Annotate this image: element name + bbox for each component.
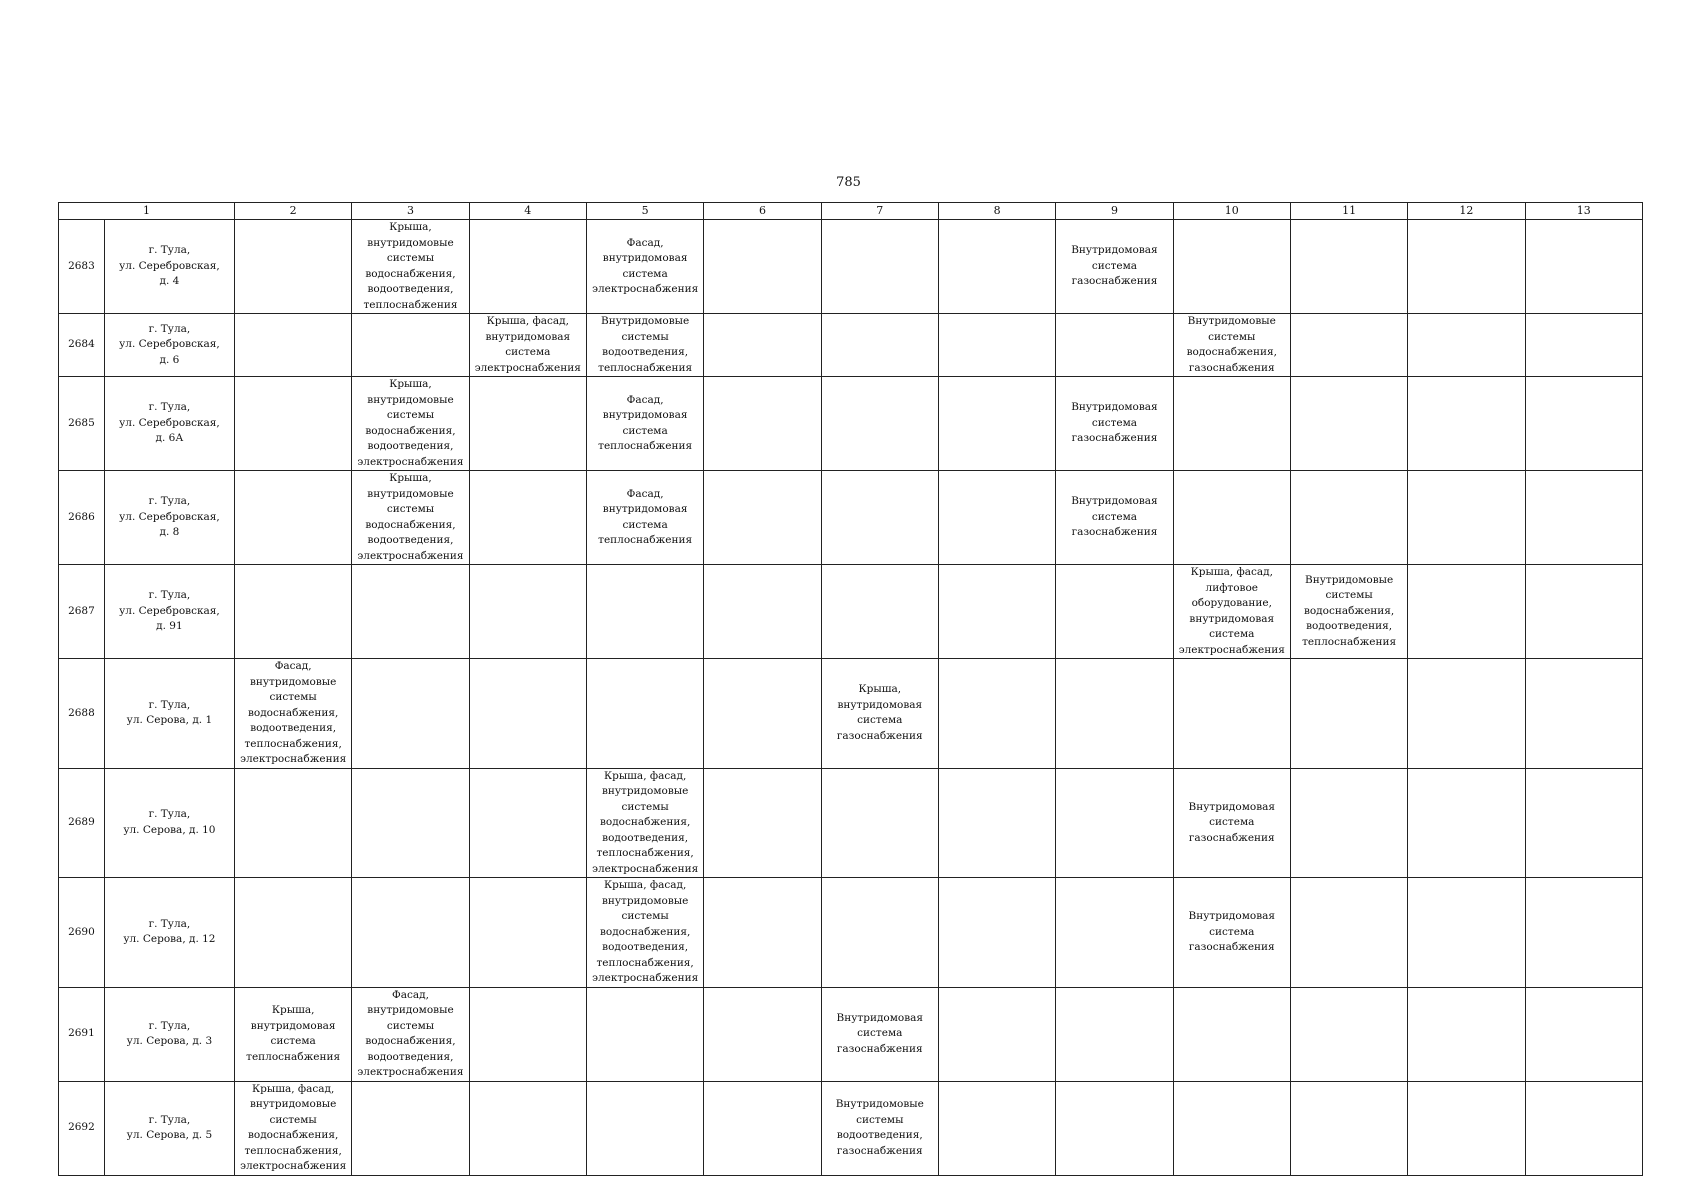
work-cell-col-6: [704, 878, 821, 988]
work-cell-col-13: [1525, 878, 1642, 988]
work-cell-col-13: [1525, 471, 1642, 565]
work-cell-col-11: Внутридомовые системы водоснабжения, водоотведения, теплоснабжения: [1290, 565, 1407, 659]
address-cell: г. Тула, ул. Серова, д. 3: [104, 987, 234, 1081]
work-cell-col-11: [1290, 987, 1407, 1081]
row-number-cell: 2684: [59, 314, 105, 377]
work-cell-col-3: [352, 1081, 469, 1175]
work-cell-col-3: Фасад, внутридомовые системы водоснабжения, водоотведения, электроснабжения: [352, 987, 469, 1081]
work-cell-col-2: [234, 314, 351, 377]
work-cell-col-10: [1173, 987, 1290, 1081]
work-cell-col-3: [352, 768, 469, 878]
work-cell-col-5: [586, 659, 703, 769]
work-cell-col-10: Внутридомовая система газоснабжения: [1173, 768, 1290, 878]
work-cell-col-13: [1525, 1081, 1642, 1175]
work-cell-col-9: [1056, 987, 1173, 1081]
work-cell-col-10: [1173, 377, 1290, 471]
work-cell-col-11: [1290, 220, 1407, 314]
address-cell: г. Тула, ул. Серебровская, д. 91: [104, 565, 234, 659]
work-cell-col-10: Внутридомовые системы водоснабжения, газоснабжения: [1173, 314, 1290, 377]
work-cell-col-4: [469, 768, 586, 878]
work-cell-col-11: [1290, 471, 1407, 565]
table-row: [59, 987, 1643, 1081]
column-header: 9: [1056, 203, 1173, 220]
column-header: 2: [234, 203, 351, 220]
work-cell-col-2: Крыша, фасад, внутридомовые системы водоснабжения, теплоснабжения, электроснабжения: [234, 1081, 351, 1175]
work-cell-col-8: [938, 878, 1055, 988]
work-cell-col-4: [469, 878, 586, 988]
column-header: 5: [586, 203, 703, 220]
work-cell-col-10: Крыша, фасад, лифтовое оборудование, внутридомовая система электроснабжения: [1173, 565, 1290, 659]
table-row: [59, 471, 1643, 565]
work-cell-col-2: [234, 220, 351, 314]
work-cell-col-6: [704, 565, 821, 659]
column-header: 10: [1173, 203, 1290, 220]
table-row: [59, 220, 1643, 314]
work-cell-col-7: Внутридомовая система газоснабжения: [821, 987, 938, 1081]
table-row: [59, 1081, 1643, 1175]
address-cell: г. Тула, ул. Серебровская, д. 6: [104, 314, 234, 377]
work-cell-col-10: [1173, 220, 1290, 314]
work-cell-col-5: Фасад, внутридомовая система теплоснабжения: [586, 377, 703, 471]
work-cell-col-9: [1056, 768, 1173, 878]
work-cell-col-12: [1408, 659, 1525, 769]
row-number-cell: 2689: [59, 768, 105, 878]
work-cell-col-12: [1408, 220, 1525, 314]
work-cell-col-13: [1525, 987, 1642, 1081]
work-cell-col-13: [1525, 768, 1642, 878]
work-cell-col-6: [704, 987, 821, 1081]
work-cell-col-11: [1290, 1081, 1407, 1175]
work-cell-col-3: Крыша, внутридомовые системы водоснабжения, водоотведения, электроснабжения: [352, 377, 469, 471]
work-cell-col-8: [938, 987, 1055, 1081]
work-cell-col-2: Крыша, внутридомовая система теплоснабжения: [234, 987, 351, 1081]
work-cell-col-4: [469, 377, 586, 471]
table-row: [59, 659, 1643, 769]
work-cell-col-3: [352, 878, 469, 988]
work-cell-col-3: [352, 565, 469, 659]
work-cell-col-9: Внутридомовая система газоснабжения: [1056, 471, 1173, 565]
repair-schedule-table: [58, 202, 1643, 1176]
row-number-cell: 2688: [59, 659, 105, 769]
work-cell-col-11: [1290, 314, 1407, 377]
work-cell-col-10: [1173, 471, 1290, 565]
column-header: 6: [704, 203, 821, 220]
work-cell-col-9: [1056, 878, 1173, 988]
work-cell-col-6: [704, 377, 821, 471]
work-cell-col-2: [234, 878, 351, 988]
work-cell-col-2: [234, 471, 351, 565]
work-cell-col-5: [586, 565, 703, 659]
column-header: 3: [352, 203, 469, 220]
work-cell-col-7: Крыша, внутридомовая система газоснабжения: [821, 659, 938, 769]
work-cell-col-8: [938, 471, 1055, 565]
work-cell-col-9: [1056, 1081, 1173, 1175]
work-cell-col-6: [704, 768, 821, 878]
work-cell-col-6: [704, 1081, 821, 1175]
column-header: 11: [1290, 203, 1407, 220]
address-cell: г. Тула, ул. Серебровская, д. 8: [104, 471, 234, 565]
work-cell-col-12: [1408, 377, 1525, 471]
row-number-cell: 2691: [59, 987, 105, 1081]
work-cell-col-8: [938, 314, 1055, 377]
work-cell-col-12: [1408, 987, 1525, 1081]
work-cell-col-6: [704, 220, 821, 314]
work-cell-col-4: Крыша, фасад, внутридомовая система электроснабжения: [469, 314, 586, 377]
address-cell: г. Тула, ул. Серебровская, д. 6А: [104, 377, 234, 471]
work-cell-col-13: [1525, 377, 1642, 471]
table-row: [59, 878, 1643, 988]
work-cell-col-9: Внутридомовая система газоснабжения: [1056, 220, 1173, 314]
work-cell-col-7: [821, 314, 938, 377]
work-cell-col-3: [352, 314, 469, 377]
row-number-cell: 2685: [59, 377, 105, 471]
table-row: [59, 768, 1643, 878]
work-cell-col-9: Внутридомовая система газоснабжения: [1056, 377, 1173, 471]
work-cell-col-8: [938, 659, 1055, 769]
work-cell-col-10: [1173, 1081, 1290, 1175]
work-cell-col-5: Крыша, фасад, внутридомовые системы водоснабжения, водоотведения, теплоснабжения, электроснабжения: [586, 768, 703, 878]
row-number-cell: 2686: [59, 471, 105, 565]
address-cell: г. Тула, ул. Серова, д. 5: [104, 1081, 234, 1175]
work-cell-col-11: [1290, 659, 1407, 769]
work-cell-col-10: [1173, 659, 1290, 769]
work-cell-col-5: [586, 1081, 703, 1175]
work-cell-col-8: [938, 1081, 1055, 1175]
work-cell-col-4: [469, 659, 586, 769]
work-cell-col-13: [1525, 220, 1642, 314]
address-cell: г. Тула, ул. Серебровская, д. 4: [104, 220, 234, 314]
work-cell-col-5: Фасад, внутридомовая система теплоснабжения: [586, 471, 703, 565]
work-cell-col-13: [1525, 314, 1642, 377]
work-cell-col-4: [469, 471, 586, 565]
column-header: 8: [938, 203, 1055, 220]
work-cell-col-11: [1290, 878, 1407, 988]
work-cell-col-9: [1056, 659, 1173, 769]
row-number-cell: 2690: [59, 878, 105, 988]
work-cell-col-7: [821, 377, 938, 471]
work-cell-col-7: Внутридомовые системы водоотведения, газоснабжения: [821, 1081, 938, 1175]
work-cell-col-6: [704, 659, 821, 769]
work-cell-col-4: [469, 987, 586, 1081]
work-cell-col-3: Крыша, внутридомовые системы водоснабжения, водоотведения, электроснабжения: [352, 471, 469, 565]
row-number-cell: 2683: [59, 220, 105, 314]
column-header: 7: [821, 203, 938, 220]
work-cell-col-5: Фасад, внутридомовая система электроснабжения: [586, 220, 703, 314]
work-cell-col-8: [938, 377, 1055, 471]
work-cell-col-5: [586, 987, 703, 1081]
work-cell-col-2: [234, 377, 351, 471]
work-cell-col-3: Крыша, внутридомовые системы водоснабжения, водоотведения, теплоснабжения: [352, 220, 469, 314]
work-cell-col-11: [1290, 768, 1407, 878]
work-cell-col-3: [352, 659, 469, 769]
work-cell-col-7: [821, 878, 938, 988]
table-body: [59, 220, 1643, 1176]
work-cell-col-7: [821, 768, 938, 878]
address-cell: г. Тула, ул. Серова, д. 12: [104, 878, 234, 988]
address-cell: г. Тула, ул. Серова, д. 1: [104, 659, 234, 769]
work-cell-col-2: Фасад, внутридомовые системы водоснабжения, водоотведения, теплоснабжения, электроснабжения: [234, 659, 351, 769]
column-header: 12: [1408, 203, 1525, 220]
row-number-cell: 2692: [59, 1081, 105, 1175]
work-cell-col-9: [1056, 314, 1173, 377]
work-cell-col-13: [1525, 565, 1642, 659]
work-cell-col-12: [1408, 314, 1525, 377]
work-cell-col-8: [938, 220, 1055, 314]
work-cell-col-10: Внутридомовая система газоснабжения: [1173, 878, 1290, 988]
work-cell-col-12: [1408, 878, 1525, 988]
work-cell-col-11: [1290, 377, 1407, 471]
address-cell: г. Тула, ул. Серова, д. 10: [104, 768, 234, 878]
work-cell-col-5: Внутридомовые системы водоотведения, теплоснабжения: [586, 314, 703, 377]
work-cell-col-7: [821, 565, 938, 659]
work-cell-col-12: [1408, 565, 1525, 659]
work-cell-col-12: [1408, 1081, 1525, 1175]
work-cell-col-12: [1408, 768, 1525, 878]
work-cell-col-2: [234, 565, 351, 659]
work-cell-col-4: [469, 220, 586, 314]
column-header: 4: [469, 203, 586, 220]
work-cell-col-4: [469, 1081, 586, 1175]
column-header: 1: [59, 203, 235, 220]
table-row: [59, 565, 1643, 659]
work-cell-col-8: [938, 768, 1055, 878]
work-cell-col-5: Крыша, фасад, внутридомовые системы водоснабжения, водоотведения, теплоснабжения, электроснабжения: [586, 878, 703, 988]
work-cell-col-8: [938, 565, 1055, 659]
work-cell-col-7: [821, 220, 938, 314]
work-cell-col-9: [1056, 565, 1173, 659]
work-cell-col-6: [704, 471, 821, 565]
work-cell-col-4: [469, 565, 586, 659]
table-header: [59, 203, 1643, 220]
column-header: 13: [1525, 203, 1642, 220]
table-row: [59, 314, 1643, 377]
table-row: [59, 377, 1643, 471]
work-cell-col-7: [821, 471, 938, 565]
row-number-cell: 2687: [59, 565, 105, 659]
page-number: 785: [836, 175, 861, 190]
work-cell-col-13: [1525, 659, 1642, 769]
work-cell-col-2: [234, 768, 351, 878]
work-cell-col-6: [704, 314, 821, 377]
work-cell-col-12: [1408, 471, 1525, 565]
